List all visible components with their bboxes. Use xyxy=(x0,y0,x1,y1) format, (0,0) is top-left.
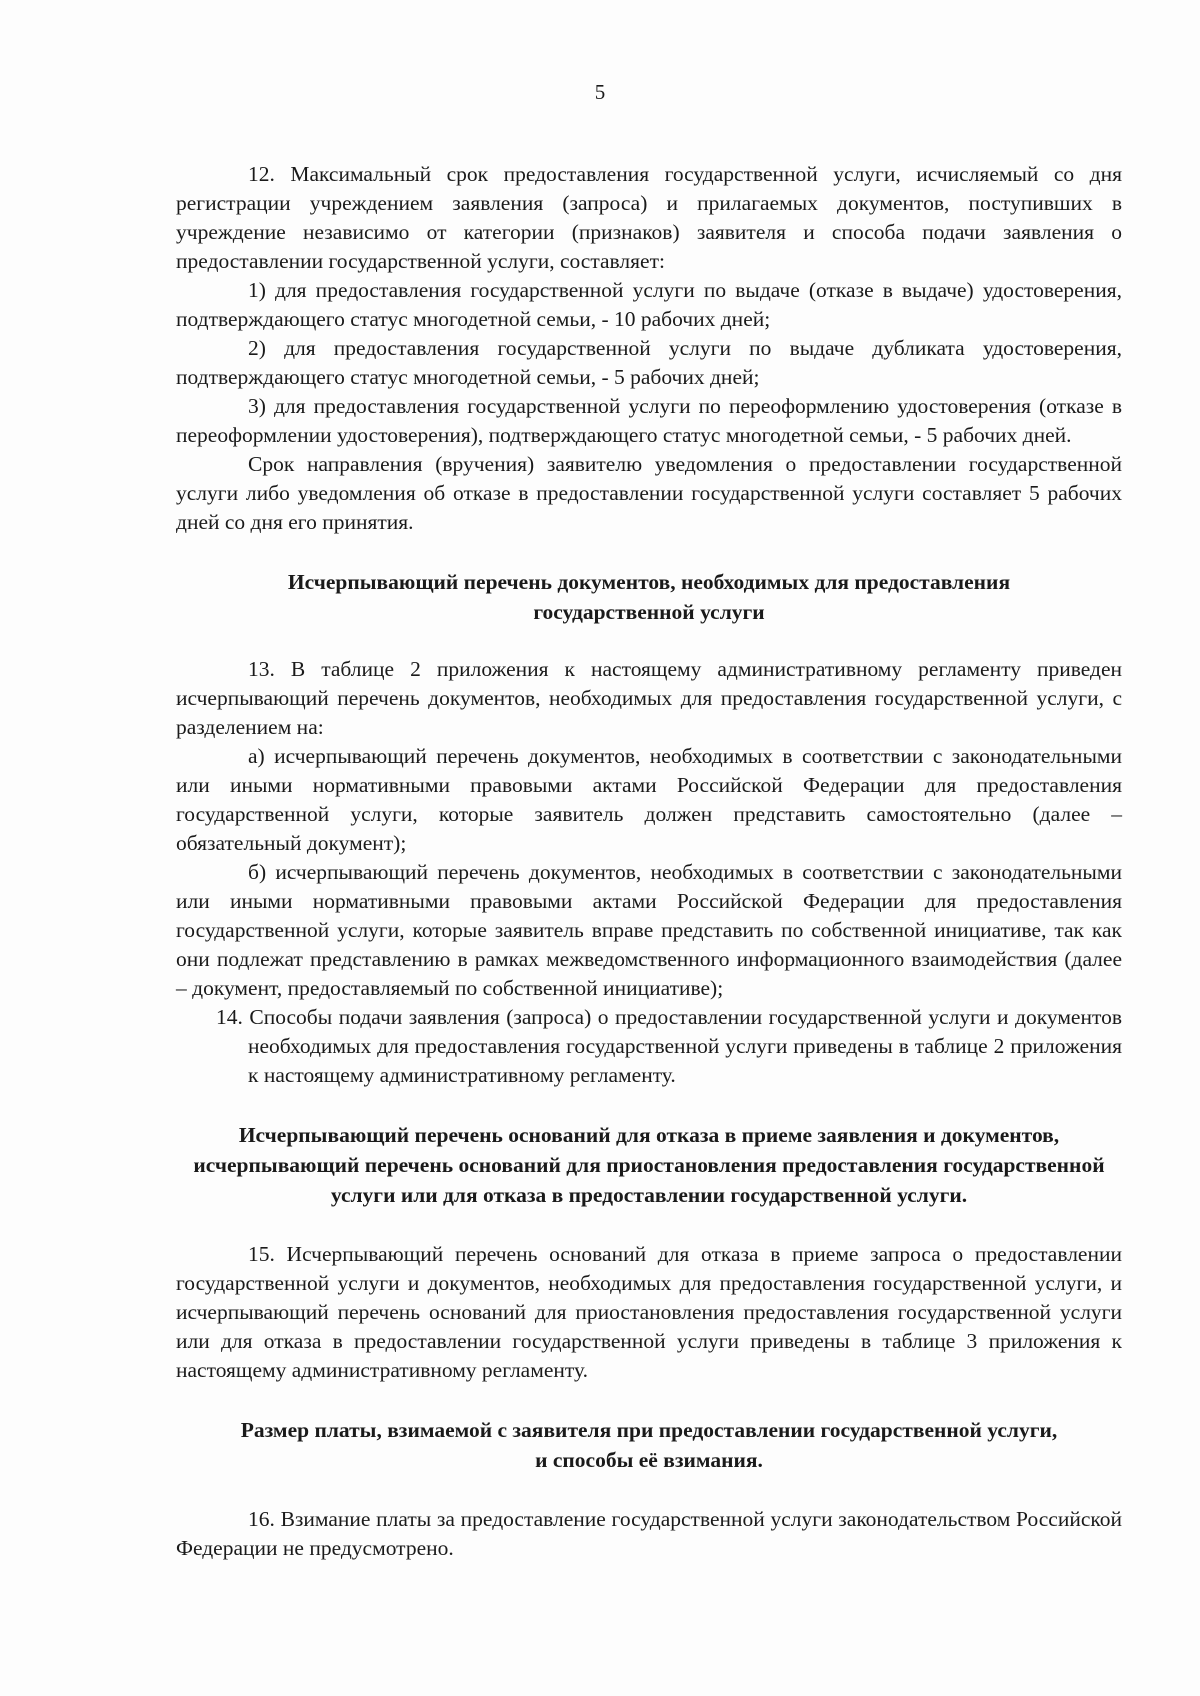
document-body xyxy=(176,160,1122,1563)
section-heading-refusal: Исчерпывающий перечень оснований для отказа в приеме заявления и документов, исчерпывающий перечень оснований для приостановления предоставления государственной услуги или для отказа в предоставлении государственной услуги. xyxy=(193,1123,1105,1207)
page-number: 5 xyxy=(594,80,606,104)
paragraph-15: 15. Исчерпывающий перечень оснований для отказа в приеме запроса о предоставлении государственной услуги и документов, необходимых для предоставления государственной услуги, и исчерпывающий перечень оснований для приостановления предоставления государственной услуги или для отказа в предоставлении государственной услуги приведены в таблице 3 приложения к настоящему административному регламенту. xyxy=(176,1242,1122,1382)
paragraph-16: 16. Взимание платы за предоставление государственной услуги законодательством Российской Федерации не предусмотрено. xyxy=(176,1507,1122,1560)
paragraph-13-item-b: б) исчерпывающий перечень документов, необходимых в соответствии с законодательными или иными нормативными правовыми актами Российской Федерации для предоставления государственной услуги, которые заявитель вправе представить по собственной инициативе, так как они подлежат представлению в рамках межведомственного информационного взаимодействия (далее – документ, предоставляемый по собственной инициативе); xyxy=(176,860,1122,1000)
paragraph-13-intro: 13. В таблице 2 приложения к настоящему административному регламенту приведен исчерпывающий перечень документов, необходимых для предоставления государственной услуги, с разделением на: xyxy=(176,657,1122,739)
section-heading-fee: Размер платы, взимаемой с заявителя при предоставлении государственной услуги, и способы её взимания. xyxy=(240,1418,1058,1472)
paragraph-12-notice: Срок направления (вручения) заявителю уведомления о предоставлении государственной услуги либо уведомления об отказе в предоставлении государственной услуги составляет 5 рабочих дней со дня его принятия. xyxy=(176,452,1122,534)
paragraph-12-intro: 12. Максимальный срок предоставления государственной услуги, исчисляемый со дня регистрации учреждением заявления (запроса) и прилагаемых документов, поступивших в учреждение независимо от категории (признаков) заявителя и способа подачи заявления о предоставлении государственной услуги, составляет: xyxy=(176,162,1122,273)
paragraph-13-item-a: а) исчерпывающий перечень документов, необходимых в соответствии с законодательными или иными нормативными правовыми актами Российской Федерации для предоставления государственной услуги, которые заявитель должен представить самостоятельно (далее – обязательный документ); xyxy=(176,744,1122,855)
paragraph-12-item-1: 1) для предоставления государственной услуги по выдаче (отказе в выдаче) удостоверения, подтверждающего статус многодетной семьи, - 10 рабочих дней; xyxy=(176,278,1122,331)
paragraph-12-item-2: 2) для предоставления государственной услуги по выдаче дубликата удостоверения, подтверждающего статус многодетной семьи, - 5 рабочих дней; xyxy=(176,336,1122,389)
section-heading-documents: Исчерпывающий перечень документов, необходимых для предоставления государственной услуги xyxy=(287,570,1011,624)
paragraph-14: 14. Способы подачи заявления (запроса) о предоставлении государственной услуги и документов необходимых для предоставления государственной услуги приведены в таблице 2 приложения к настоящему административному регламенту. xyxy=(216,1005,1122,1087)
paragraph-12-item-3: 3) для предоставления государственной услуги по переоформлению удостоверения (отказе в переоформлении удостоверения), подтверждающего статус многодетной семьи, - 5 рабочих дней. xyxy=(176,394,1122,447)
